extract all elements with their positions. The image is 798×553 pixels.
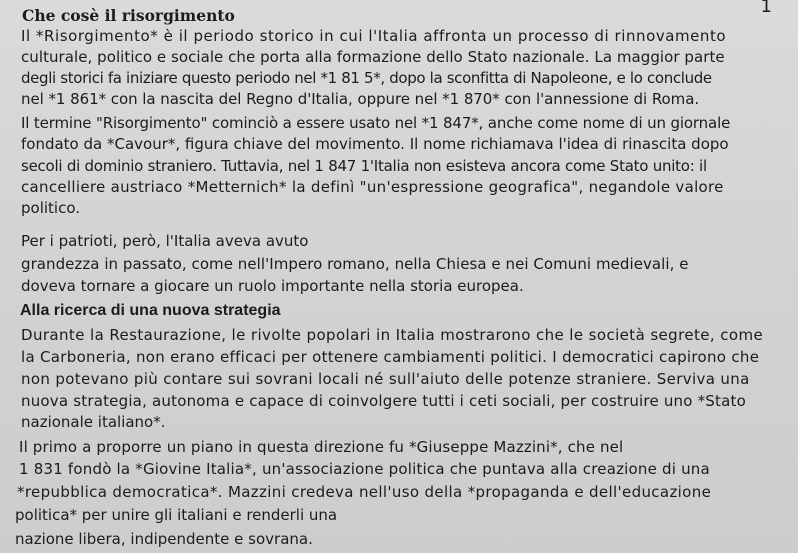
paragraph-3-line-3: doveva tornare a giocare un ruolo importante nella storia europea. bbox=[21, 277, 524, 295]
paragraph-4-line-5: nazionale italiano*. bbox=[21, 413, 166, 431]
page-title: Che cosè il risorgimento bbox=[22, 6, 235, 25]
paragraph-5-line-1: Il primo a proporre un piano in questa direzione fu *Giuseppe Mazzini*, che nel bbox=[19, 438, 624, 456]
paragraph-5-line-5: nazione libera, indipendente e sovrana. bbox=[15, 530, 313, 548]
paragraph-4-line-1: Durante la Restaurazione, le rivolte popolari in Italia mostrarono che le società segrete, come bbox=[21, 326, 764, 344]
paragraph-1-line-1: Il *Risorgimento* è il periodo storico in cui l'Italia affronta un processo di rinnovamento bbox=[21, 27, 727, 45]
paragraph-3-line-1: Per i patrioti, però, l'Italia aveva avuto bbox=[21, 232, 309, 250]
section-subtitle: Alla ricerca di una nuova strategia bbox=[20, 302, 281, 319]
paragraph-4-line-4: nuova strategia, autonoma e capace di coinvolgere tutti i ceti sociali, per costruire uno *Stato bbox=[21, 392, 746, 410]
paragraph-4-line-3: non potevano più contare sui sovrani locali né sull'aiuto delle potenze straniere. Serviva una bbox=[21, 370, 750, 388]
paragraph-5-line-2: 1 831 fondò la *Giovine Italia*, un'associazione politica che puntava alla creazione di una bbox=[19, 460, 710, 478]
paragraph-2-line-3: secoli di dominio straniero. Tuttavia, nel 1 847 1'Italia non esisteva ancora come Stato unito: il bbox=[21, 157, 707, 175]
paragraph-1-line-4: nel *1 861* con la nascita del Regno d'Italia, oppure nel *1 870* con l'annessione di Roma. bbox=[21, 90, 700, 108]
paragraph-2-line-4: cancelliere austriaco *Metternich* la definì "un'espressione geografica", negandole valore bbox=[21, 178, 724, 196]
paragraph-5-line-3: *repubblica democratica*. Mazzini credeva nell'uso della *propaganda e dell'educazione bbox=[17, 483, 712, 501]
paragraph-4-line-2: la Carboneria, non erano efficaci per ottenere cambiamenti politici. I democratici capirono che bbox=[21, 348, 760, 366]
page-number: 1 bbox=[760, 0, 772, 17]
paragraph-3-line-2: grandezza in passato, come nell'Impero romano, nella Chiesa e nei Comuni medievali, e bbox=[21, 255, 689, 273]
paragraph-2-line-1: Il termine "Risorgimento" cominciò a essere usato nel *1 847*, anche come nome di un giornale bbox=[21, 114, 731, 132]
paragraph-2-line-2: fondato da *Cavour*, figura chiave del movimento. Il nome richiamava l'idea di rinascita dopo bbox=[21, 135, 729, 153]
paragraph-1-line-2: culturale, politico e sociale che porta alla formazione dello Stato nazionale. La maggior parte bbox=[21, 48, 725, 66]
paragraph-2-line-5: politico. bbox=[21, 199, 81, 217]
paragraph-5-line-4: politica* per unire gli italiani e renderli una bbox=[15, 506, 338, 524]
paragraph-1-line-3: degli storici fa iniziare questo periodo nel *1 81 5*, dopo la sconfitta di Napoleone, e lo conclude bbox=[21, 69, 712, 87]
